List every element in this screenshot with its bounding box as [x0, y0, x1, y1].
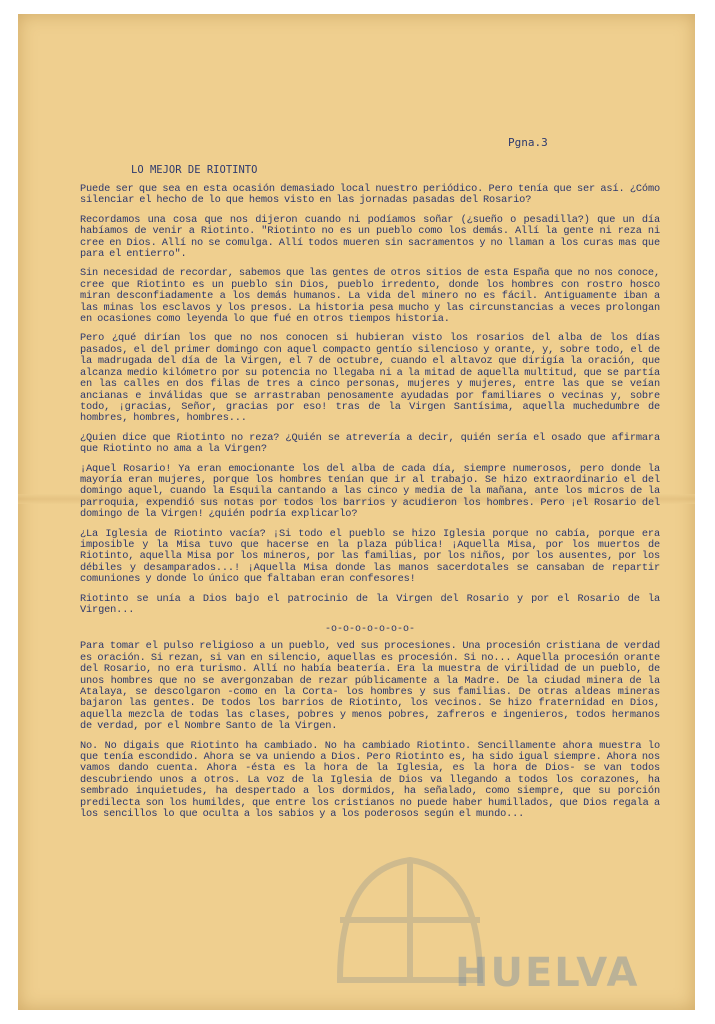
paragraph-8: Riotinto se unía a Dios bajo el patrocinio de la Virgen del Rosario y por el Rosario de la Virgen... [80, 592, 660, 616]
page-number: Pgna.3 [508, 136, 548, 149]
paragraph-4: Pero ¿qué dirían los que no nos conocen si hubieran visto los rosarios del alba de los días pasados, el del primer domingo con aquel compacto gentío silencioso y orante, y, sobre todo, el de la madrugada del día de la Virgen, el 7 de octubre, cuando el altavoz que dirigía la oración, que alcanza medio kilómetro por su potencia no llegaba ni a la mitad de aquella multitud, que se partía en las calles en dos filas de tres a cinco personas, mujeres y mujeres, entre las que se veían ancianas e inválidas que se arrastraban penosamente ayudadas por familiares o vecinas y, sobre todo, ¡gracias, Señor, gracias por eso! tras de la Virgen Santísima, aquella muchedumbre de hombres, hombres, hombres... [80, 332, 660, 425]
paragraph-3: Sin necesidad de recordar, sabemos que las gentes de otros sitios de esta España que no nos conoce, cree que Riotinto es un pueblo sin Dios, pueblo irredento, donde los hombres con rostro hosco miran desconfiadamente a los demás humanos. La vida del minero no es fácil. Antiguamente iban a las minas los esclavos y los presos. La historia pesa mucho y las circunstancias a veces prolongan en ocasiones como leyenda lo que fué en otros tiempos historia. [80, 267, 660, 326]
paragraph-9: Para tomar el pulso religioso a un pueblo, ved sus procesiones. Una procesión cristiana de verdad es oración. Si rezan, si van en silencio, aquellas es procesión. Si no... Aquella procesión orante del Rosario, no era turismo. Allí no había beatería. Era la muestra de virilidad de un pueblo, de unos hombres que no se avergonzaban de rezar públicamente a la Madre. De la ciudad minera de la Atalaya, se descolgaron -como en la Corta- los hombres y sus familias. De otras aldeas mineras bajaron las gentes. De todos los barrios de Riotinto, los vecinos. Se hizo fraternidad en Dios, aquella mezcla de todas las clases, pobres y menos pobres, zafreros e ingenieros, todos hermanos de verdad, por el Nombre Santo de la Virgen. [80, 640, 660, 733]
paragraph-5: ¿Quien dice que Riotinto no reza? ¿Quién se atrevería a decir, quién sería el osado que afirmara que Riotinto no ama a la Virgen? [80, 431, 660, 456]
paragraph-2: Recordamos una cosa que nos dijeron cuando ni podíamos soñar (¿sueño o pesadilla?) que un día habíamos de venir a Riotinto. "Riotinto no es un pueblo como los demás. Allí la gente ni reza ni cree en Dios. Allí no se comulga. Allí todos mueren sin sacramentos y no llaman a los curas mas que para el entierro". [80, 213, 660, 261]
watermark-text: HUELVA [455, 950, 640, 996]
paragraph-1: Puede ser que sea en esta ocasión demasiado local nuestro periódico. Pero tenía que ser así. ¿Cómo silenciar el hecho de lo que hemos visto en las jornadas pasadas del Rosario? [80, 183, 660, 207]
paragraph-10: No. No digais que Riotinto ha cambiado. No ha cambiado Riotinto. Sencillamente ahora muestra lo que tenía escondido. Ahora se va uniendo a Dios. Pero Riotinto es, ha sido igual siempre. Ahora nos vamos dando cuenta. Ahora -ésta es la hora de la Iglesia, es la hora de Dios- se van todos descubriendo unos a otros. La voz de la Iglesia de Dios va llegando a todos los corazones, ha sembrado inquietudes, ha despertado a los dormidos, ha señalado, como siempre, que su porción predilecta son los humildes, que entre los cristianos no puede haber humillados, que Dios regala a los sencillos lo que oculta a los sabios y a los poderosos según el mundo... [80, 739, 660, 821]
section-separator: -o-o-o-o-o-o-o- [324, 624, 415, 636]
article-title: LO MEJOR DE RIOTINTO [131, 164, 258, 176]
paragraph-7: ¿La Iglesia de Riotinto vacía? ¡Si todo el pueblo se hizo Iglesia porque no cabía, porque era imposible y la Misa tuvo que hacerse en la plaza pública! ¡Aquella Misa, por los muertos de Riotinto, aquella Misa por los mineros, por las familias, por los niños, por los ausentes, por los débiles y desamparados...! ¡Aquella Misa donde las manos sacerdotales se cansaban de repartir comuniones y donde lo único que faltaban eran confesores! [80, 527, 660, 586]
article-body [80, 184, 660, 829]
paragraph-6: ¡Aquel Rosario! Ya eran emocionante los del alba de cada día, siempre numerosos, pero donde la mayoría eran mujeres, porque los hombres tenían que ir al trabajo. Se hizo extraordinario el del domingo aquel, cuando la Esquila cantando a las cinco y media de la mañana, ante los micros de la parroquia, expendió sus notas por todos los barrios y acudieron los hombres. Pero ¡el Rosario del domingo de la Virgen! ¿quién podría explicarlo? [80, 462, 660, 521]
